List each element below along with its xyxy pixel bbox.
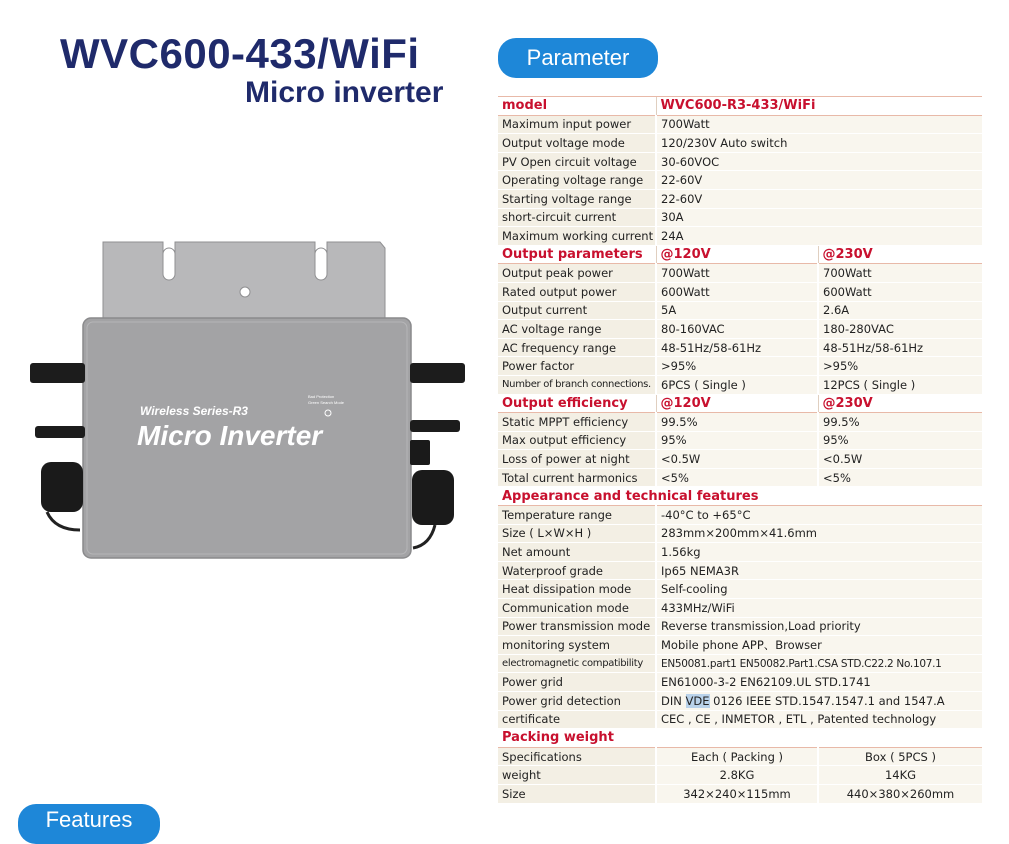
table-row xyxy=(498,766,982,785)
table-row xyxy=(498,208,982,227)
table-row xyxy=(498,152,982,171)
spec-key: Maximum input power xyxy=(498,115,656,134)
highlighted-text: VDE xyxy=(685,693,710,708)
table-row xyxy=(498,264,982,283)
spec-value-120v: 95% xyxy=(656,431,818,450)
spec-key: Temperature range xyxy=(498,506,656,525)
spec-key: weight xyxy=(498,766,656,785)
table-row xyxy=(498,617,982,636)
spec-value-box: 440×380×260mm xyxy=(818,784,982,803)
spec-value: 22-60V xyxy=(656,189,982,208)
table-row xyxy=(498,115,982,134)
spec-value: 433MHz/WiFi xyxy=(656,599,982,618)
spec-value: Ip65 NEMA3R xyxy=(656,561,982,580)
spec-value-each: Each ( Packing ) xyxy=(656,747,818,766)
spec-key: short-circuit current xyxy=(498,208,656,227)
table-row xyxy=(498,468,982,487)
spec-key: Rated output power xyxy=(498,282,656,301)
spec-key: Operating voltage range xyxy=(498,171,656,190)
features-tab[interactable]: Features xyxy=(18,804,160,844)
spec-key: Power factor xyxy=(498,357,656,376)
section-title: Output parameters xyxy=(498,245,656,264)
model-row xyxy=(498,97,982,116)
spec-key: Waterproof grade xyxy=(498,561,656,580)
spec-value: Reverse transmission,Load priority xyxy=(656,617,982,636)
column-header-230v: @230V xyxy=(818,394,982,413)
table-row xyxy=(498,301,982,320)
spec-value: -40°C to +65°C xyxy=(656,506,982,525)
parameter-table xyxy=(498,96,982,804)
spec-key: Communication mode xyxy=(498,599,656,618)
spec-key: Output current xyxy=(498,301,656,320)
spec-value: EN50081.part1 EN50082.Part1.CSA STD.C22.2 No.107.1 xyxy=(656,654,982,673)
spec-key: Size xyxy=(498,784,656,803)
table-row xyxy=(498,654,982,673)
table-row xyxy=(498,375,982,394)
table-row xyxy=(498,320,982,339)
spec-value-230v: 99.5% xyxy=(818,413,982,432)
table-row xyxy=(498,450,982,469)
spec-value-120v: >95% xyxy=(656,357,818,376)
table-row xyxy=(498,282,982,301)
output-efficiency-header xyxy=(498,394,982,413)
table-row xyxy=(498,636,982,655)
table-row xyxy=(498,747,982,766)
spec-value-230v: 95% xyxy=(818,431,982,450)
product-small-label-2: Green Search Mode xyxy=(308,400,345,405)
spec-value-230v: 700Watt xyxy=(818,264,982,283)
output-parameters-header xyxy=(498,245,982,264)
spec-key: Starting voltage range xyxy=(498,189,656,208)
spec-value: 22-60V xyxy=(656,171,982,190)
spec-value-part: 0126 IEEE STD.1547.1547.1 and 1547.A xyxy=(709,693,945,708)
table-row xyxy=(498,431,982,450)
spec-key: Static MPPT efficiency xyxy=(498,413,656,432)
spec-value: 120/230V Auto switch xyxy=(656,134,982,153)
spec-value-box: 14KG xyxy=(818,766,982,785)
spec-value-230v: 48-51Hz/58-61Hz xyxy=(818,338,982,357)
spec-key: electromagnetic compatibility xyxy=(498,654,656,673)
spec-key: Total current harmonics xyxy=(498,468,656,487)
table-row xyxy=(498,784,982,803)
table-row xyxy=(498,506,982,525)
spec-key: Power grid detection xyxy=(498,692,656,711)
spec-value: Self-cooling xyxy=(656,580,982,599)
spec-value-230v: 600Watt xyxy=(818,282,982,301)
table-row xyxy=(498,673,982,692)
spec-key: Number of branch connections. xyxy=(498,375,656,394)
table-row xyxy=(498,134,982,153)
spec-value-230v: <0.5W xyxy=(818,450,982,469)
spec-value: EN61000-3-2 EN62109.UL STD.1741 xyxy=(656,673,982,692)
spec-key: certificate xyxy=(498,710,656,729)
spec-key: Specifications xyxy=(498,747,656,766)
spec-key: Heat dissipation mode xyxy=(498,580,656,599)
table-row xyxy=(498,413,982,432)
spec-key: Max output efficiency xyxy=(498,431,656,450)
section-title: Output efficiency xyxy=(498,394,656,413)
spec-value-each: 2.8KG xyxy=(656,766,818,785)
table-row xyxy=(498,338,982,357)
spec-key: AC voltage range xyxy=(498,320,656,339)
section-title: Appearance and technical features xyxy=(498,487,982,506)
spec-key: Maximum working current xyxy=(498,227,656,246)
spec-key: Net amount xyxy=(498,543,656,562)
spec-value-230v: 12PCS ( Single ) xyxy=(818,375,982,394)
table-row xyxy=(498,580,982,599)
column-header-120v: @120V xyxy=(656,245,818,264)
product-series-label: Wireless Series-R3 xyxy=(140,404,248,418)
spec-value: CEC , CE , INMETOR , ETL , Patented technology xyxy=(656,710,982,729)
product-small-label-1: Bad Protection xyxy=(308,394,335,399)
table-row xyxy=(498,543,982,562)
spec-key: AC frequency range xyxy=(498,338,656,357)
spec-value: 700Watt xyxy=(656,115,982,134)
spec-value: 283mm×200mm×41.6mm xyxy=(656,524,982,543)
column-header-230v: @230V xyxy=(818,245,982,264)
spec-value xyxy=(656,692,982,711)
spec-key: Output peak power xyxy=(498,264,656,283)
spec-value: Mobile phone APP、Browser xyxy=(656,636,982,655)
spec-value-120v: 6PCS ( Single ) xyxy=(656,375,818,394)
spec-value: 30-60VOC xyxy=(656,152,982,171)
spec-value-120v: <0.5W xyxy=(656,450,818,469)
table-row xyxy=(498,227,982,246)
packing-weight-header xyxy=(498,729,982,748)
table-row xyxy=(498,561,982,580)
table-row xyxy=(498,357,982,376)
spec-value-230v: 180-280VAC xyxy=(818,320,982,339)
spec-value-230v: 2.6A xyxy=(818,301,982,320)
spec-value: 24A xyxy=(656,227,982,246)
spec-key: monitoring system xyxy=(498,636,656,655)
spec-value-120v: 600Watt xyxy=(656,282,818,301)
table-row xyxy=(498,171,982,190)
appearance-header xyxy=(498,487,982,506)
spec-value-120v: 48-51Hz/58-61Hz xyxy=(656,338,818,357)
section-title: Packing weight xyxy=(498,729,982,748)
model-label: model xyxy=(498,97,656,116)
spec-value-120v: 5A xyxy=(656,301,818,320)
spec-value-230v: <5% xyxy=(818,468,982,487)
spec-key: PV Open circuit voltage xyxy=(498,152,656,171)
page-subtitle: Micro inverter xyxy=(245,76,444,109)
parameter-tab[interactable]: Parameter xyxy=(498,38,658,78)
table-row xyxy=(498,710,982,729)
spec-value-part: DIN xyxy=(661,693,686,708)
table-row xyxy=(498,692,982,711)
model-value: WVC600-R3-433/WiFi xyxy=(656,97,982,116)
product-name-label: Micro Inverter xyxy=(137,420,323,451)
spec-value-230v: >95% xyxy=(818,357,982,376)
table-row xyxy=(498,189,982,208)
spec-key: Loss of power at night xyxy=(498,450,656,469)
spec-value-120v: 80-160VAC xyxy=(656,320,818,339)
spec-value-each: 342×240×115mm xyxy=(656,784,818,803)
column-header-120v: @120V xyxy=(656,394,818,413)
page-title: WVC600-433/WiFi xyxy=(60,30,420,77)
spec-value: 30A xyxy=(656,208,982,227)
spec-value-120v: 99.5% xyxy=(656,413,818,432)
micro-inverter-image xyxy=(25,230,470,565)
spec-key: Size ( L×W×H ) xyxy=(498,524,656,543)
table-row xyxy=(498,524,982,543)
spec-key: Power transmission mode xyxy=(498,617,656,636)
spec-value-120v: <5% xyxy=(656,468,818,487)
spec-value-120v: 700Watt xyxy=(656,264,818,283)
spec-value-box: Box ( 5PCS ) xyxy=(818,747,982,766)
spec-key: Power grid xyxy=(498,673,656,692)
table-row xyxy=(498,599,982,618)
spec-value: 1.56kg xyxy=(656,543,982,562)
spec-key: Output voltage mode xyxy=(498,134,656,153)
